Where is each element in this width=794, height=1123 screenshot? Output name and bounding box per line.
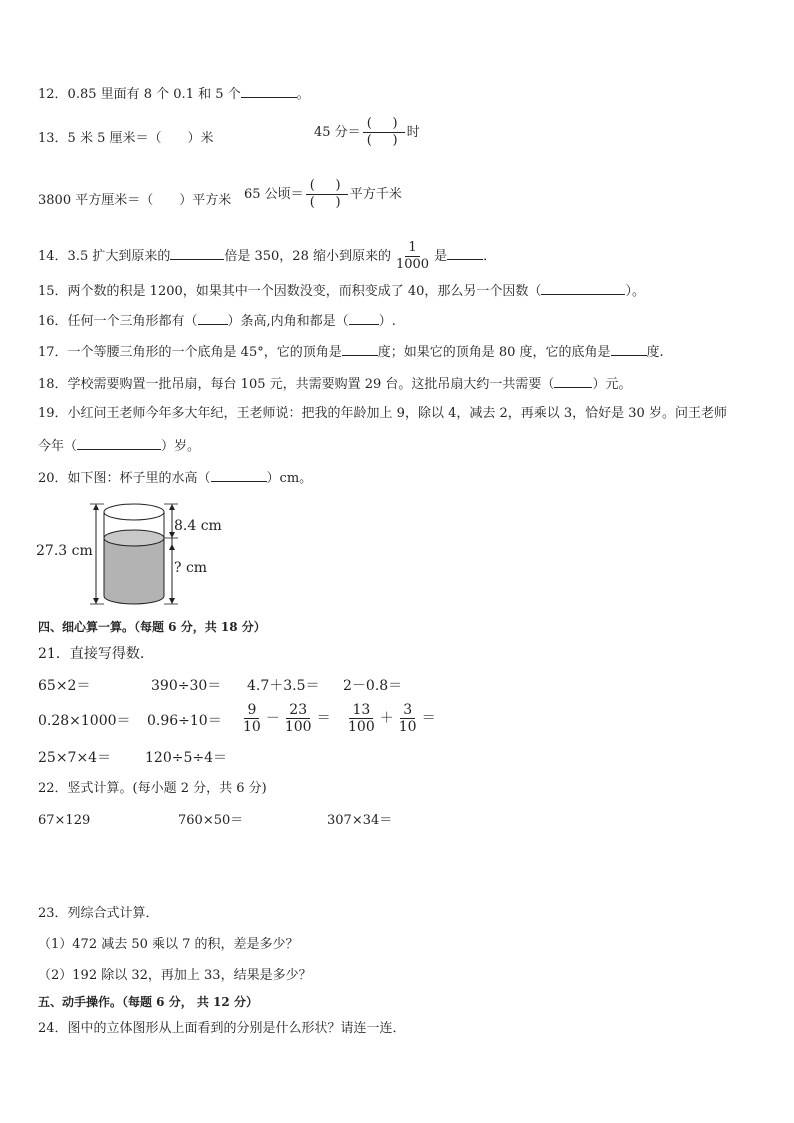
calc-6: 0.96÷10＝	[147, 713, 222, 729]
question-17: 17．一个等腰三角形的一个底角是 45°，它的顶角是 度；如果它的顶角是 80 度，它的底角是 度.	[38, 342, 664, 362]
q15-blank[interactable]	[541, 281, 625, 295]
q13-fraction[interactable]: $\frac{( )}{( )}$	[363, 116, 405, 149]
calc-7-fraction-subtraction: $\frac{9}{10}$ － $\frac{23}{100}$ ＝	[243, 702, 331, 735]
q14-fraction: $\frac{1}{1000}$	[395, 240, 430, 272]
calc-4: 2－0.8＝	[343, 678, 403, 694]
question-19-line1: 19．小红问王老师今年多大年纪，王老师说：把我的年龄加上 9，除以 4，减去 2，再乘以 3，恰好是 30 岁。问王老师	[38, 406, 727, 421]
water-surface	[104, 530, 164, 546]
question-13-d: 65 公顷＝ $\frac{( )}{( )}$ 平方千米	[244, 178, 402, 210]
q14-blank-2[interactable]	[447, 246, 483, 260]
q19-blank[interactable]	[77, 436, 161, 450]
question-18: 18．学校需要购置一批吊扇，每台 105 元，共需要购置 29 台。这批吊扇大约一共需要（ ）元。	[38, 374, 631, 394]
calc-8-fraction-addition: $\frac{13}{100}$ ＋ $\frac{3}{10}$ ＝	[348, 702, 436, 735]
q12-blank[interactable]	[241, 84, 297, 98]
vertical-calc-2: 760×50＝	[178, 813, 244, 828]
vertical-calc-1: 67×129	[38, 813, 91, 828]
section-4-heading: 四、细心算一算。（每题 6 分，共 18 分）	[38, 620, 266, 634]
calc-3: 4.7＋3.5＝	[247, 678, 320, 694]
question-23-title: 23．列综合式计算．	[38, 906, 159, 921]
q12-text: 12．0.85 里面有 8 个 0.1 和 5 个	[38, 87, 241, 102]
calc-10: 120÷5÷4＝	[145, 750, 227, 766]
q20-blank[interactable]	[211, 468, 267, 482]
q17-blank-2[interactable]	[611, 342, 647, 356]
cup-rim	[104, 504, 164, 520]
question-22-title: 22．竖式计算。(每小题 2 分，共 6 分)	[38, 781, 267, 796]
question-23-sub-2: （2）192 除以 32，再加上 33，结果是多少？	[38, 968, 312, 983]
question-15: 15．两个数的积是 1200，如果其中一个因数没变，而积变成了 40，那么另一个因数（ ）。	[38, 281, 645, 301]
question-21-title: 21．直接写得数.	[38, 646, 145, 662]
water-height-label: ? cm	[174, 560, 208, 576]
question-13-a: 13．5 米 5 厘米＝（ ）米	[38, 131, 214, 146]
top-gap-label: 8.4 cm	[174, 518, 222, 534]
q17-blank-1[interactable]	[342, 342, 378, 356]
question-12: 12．0.85 里面有 8 个 0.1 和 5 个 。	[38, 84, 310, 104]
question-23-sub-1: （1）472 减去 50 乘以 7 的积，差是多少？	[38, 937, 299, 952]
vertical-calc-3: 307×34＝	[327, 813, 393, 828]
calc-9: 25×7×4＝	[38, 750, 112, 766]
q16-blank-1[interactable]	[198, 311, 228, 325]
calc-5: 0.28×1000＝	[38, 713, 131, 729]
question-16: 16．任何一个三角形都有（ ）条高,内角和都是（ ）.	[38, 311, 396, 331]
calc-1: 65×2＝	[38, 678, 91, 694]
question-14: 14．3.5 扩大到原来的 倍是 350，28 缩小到原来的 $\frac{1}{1000}$ 是 ．	[38, 240, 497, 272]
q14-blank-1[interactable]	[170, 246, 224, 260]
calc-2: 390÷30＝	[151, 678, 222, 694]
section-5-heading: 五、动手操作。（每题 6 分， 共 12 分）	[38, 995, 258, 1009]
question-19-line2: 今年（ ）岁。	[38, 436, 200, 456]
question-20: 20．如下图：杯子里的水高（ ）cm。	[38, 468, 312, 488]
total-height-label: 27.3 cm	[36, 543, 93, 559]
water-fill	[104, 538, 164, 604]
q18-blank[interactable]	[554, 374, 592, 388]
question-24: 24．图中的立体图形从上面看到的分别是什么形状？请连一连．	[38, 1021, 406, 1036]
cup-figure	[34, 500, 234, 608]
q16-blank-2[interactable]	[349, 311, 379, 325]
q13b-fraction[interactable]: $\frac{( )}{( )}$	[306, 178, 348, 211]
question-13-c: 3800 平方厘米＝（ ）平方米	[38, 193, 232, 208]
question-13-b: 45 分＝ $\frac{( )}{( )}$ 时	[314, 116, 420, 148]
